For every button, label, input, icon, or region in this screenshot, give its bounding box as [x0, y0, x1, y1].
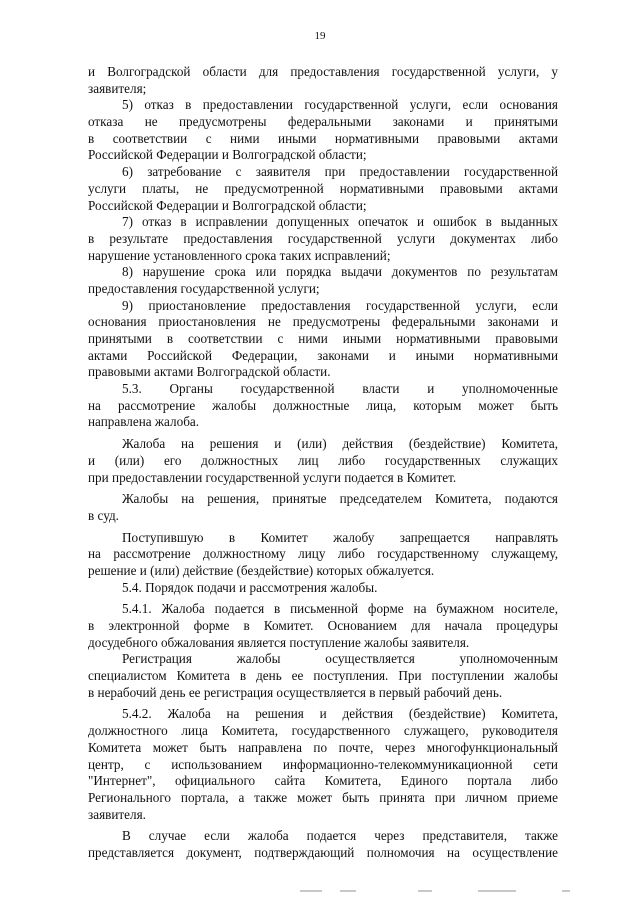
text-line: заявителя; [88, 80, 147, 96]
text-line: 6) затребование с заявителя при предоставлении государственной [122, 164, 558, 180]
text-line: "Интернет", официального сайта Комитета, Единого портала либо [88, 773, 558, 789]
text-line: Регистрация жалобы осуществляется уполномоченным [122, 651, 558, 667]
text-line: заявителя. [88, 806, 146, 822]
text-line: на рассмотрение должностному лицу либо государственному служащему, [88, 546, 558, 562]
text-line: 5) отказ в предоставлении государственной услуги, если основания [122, 97, 558, 113]
text-line: актами Российской Федерации, законами и иными нормативными [88, 347, 558, 363]
text-line: в результате предоставления государственной услуги документах либо [88, 230, 558, 246]
document-body [88, 64, 558, 862]
text-line: правовыми актами Волгоградской области. [88, 364, 331, 380]
text-line: отказа не предусмотрены федеральными законами и принятыми [88, 114, 558, 130]
text-line: предоставления государственной услуги; [88, 280, 320, 296]
text-line: представляется документ, подтверждающий полномочия на осуществление [88, 844, 558, 860]
text-line: должностного лица Комитета, государственного служащего, руководителя [88, 723, 558, 739]
text-line: нарушение установленного срока таких исправлений; [88, 247, 391, 263]
text-line: на рассмотрение жалобы должностные лица, которым может быть [88, 397, 558, 413]
text-line: Регионального портала, а также может быть принята при личном приеме [88, 789, 558, 805]
text-line: Комитета может быть направлена по почте, через многофункциональный [88, 739, 558, 755]
text-line: в соответствии с ними иными нормативными правовыми актами [88, 130, 558, 146]
text-line: Жалоба на решения и (или) действия (бездействие) Комитета, [122, 436, 558, 452]
text-line: 5.4.1. Жалоба подается в письменной форме на бумажном носителе, [122, 601, 558, 617]
text-line: Поступившую в Комитет жалобу запрещается направлять [122, 529, 558, 545]
text-line: 9) приостановление предоставления государственной услуги, если [122, 297, 558, 313]
text-line: основания приостановления не предусмотрены федеральными законами и [88, 314, 558, 330]
text-line: 8) нарушение срока или порядка выдачи документов по результатам [122, 264, 558, 280]
text-line: Жалобы на решения, принятые председателем Комитета, подаются [122, 491, 558, 507]
text-line: при предоставлении государственной услуги подается в Комитет. [88, 469, 457, 485]
page-number: 19 [314, 30, 326, 42]
text-line: 7) отказ в исправлении допущенных опечаток и ошибок в выданных [122, 214, 558, 230]
text-line: и (или) его должностных лиц либо государственных служащих [88, 452, 558, 468]
text-line: услуги платы, не предусмотренной нормативными правовыми актами [88, 180, 558, 196]
text-line: Российской Федерации и Волгоградской области; [88, 197, 367, 213]
text-line: Российской Федерации и Волгоградской области; [88, 147, 367, 163]
text-line: в суд. [88, 507, 119, 523]
text-line: досудебного обжалования является поступление жалобы заявителя. [88, 634, 470, 650]
text-line: в нерабочий день ее регистрация осуществляется в первый рабочий день. [88, 684, 503, 700]
text-line: и Волгоградской области для предоставления государственной услуги, у [88, 64, 558, 79]
scan-artifacts [300, 890, 620, 894]
text-line: 5.4.2. Жалоба на решения и действия (бездействие) Комитета, [122, 706, 558, 722]
text-line: в электронной форме в Комитет. Основанием для начала процедуры [88, 618, 558, 633]
text-line: 5.3. Органы государственной власти и уполномоченные [122, 381, 558, 397]
text-line: направлена жалоба. [88, 414, 200, 430]
text-line: специалистом Комитета в день ее поступления. При поступлении жалобы [88, 668, 558, 684]
text-line: центр, с использованием информационно-телекоммуникационной сети [88, 756, 558, 772]
text-line: В случае если жалоба подается через представителя, также [122, 828, 558, 844]
text-line: решение и (или) действие (бездействие) которых обжалуется. [88, 562, 435, 578]
text-line: принятыми в соответствии с ними иными нормативными правовыми [88, 331, 558, 346]
text-line: 5.4. Порядок подачи и рассмотрения жалобы. [122, 579, 378, 595]
